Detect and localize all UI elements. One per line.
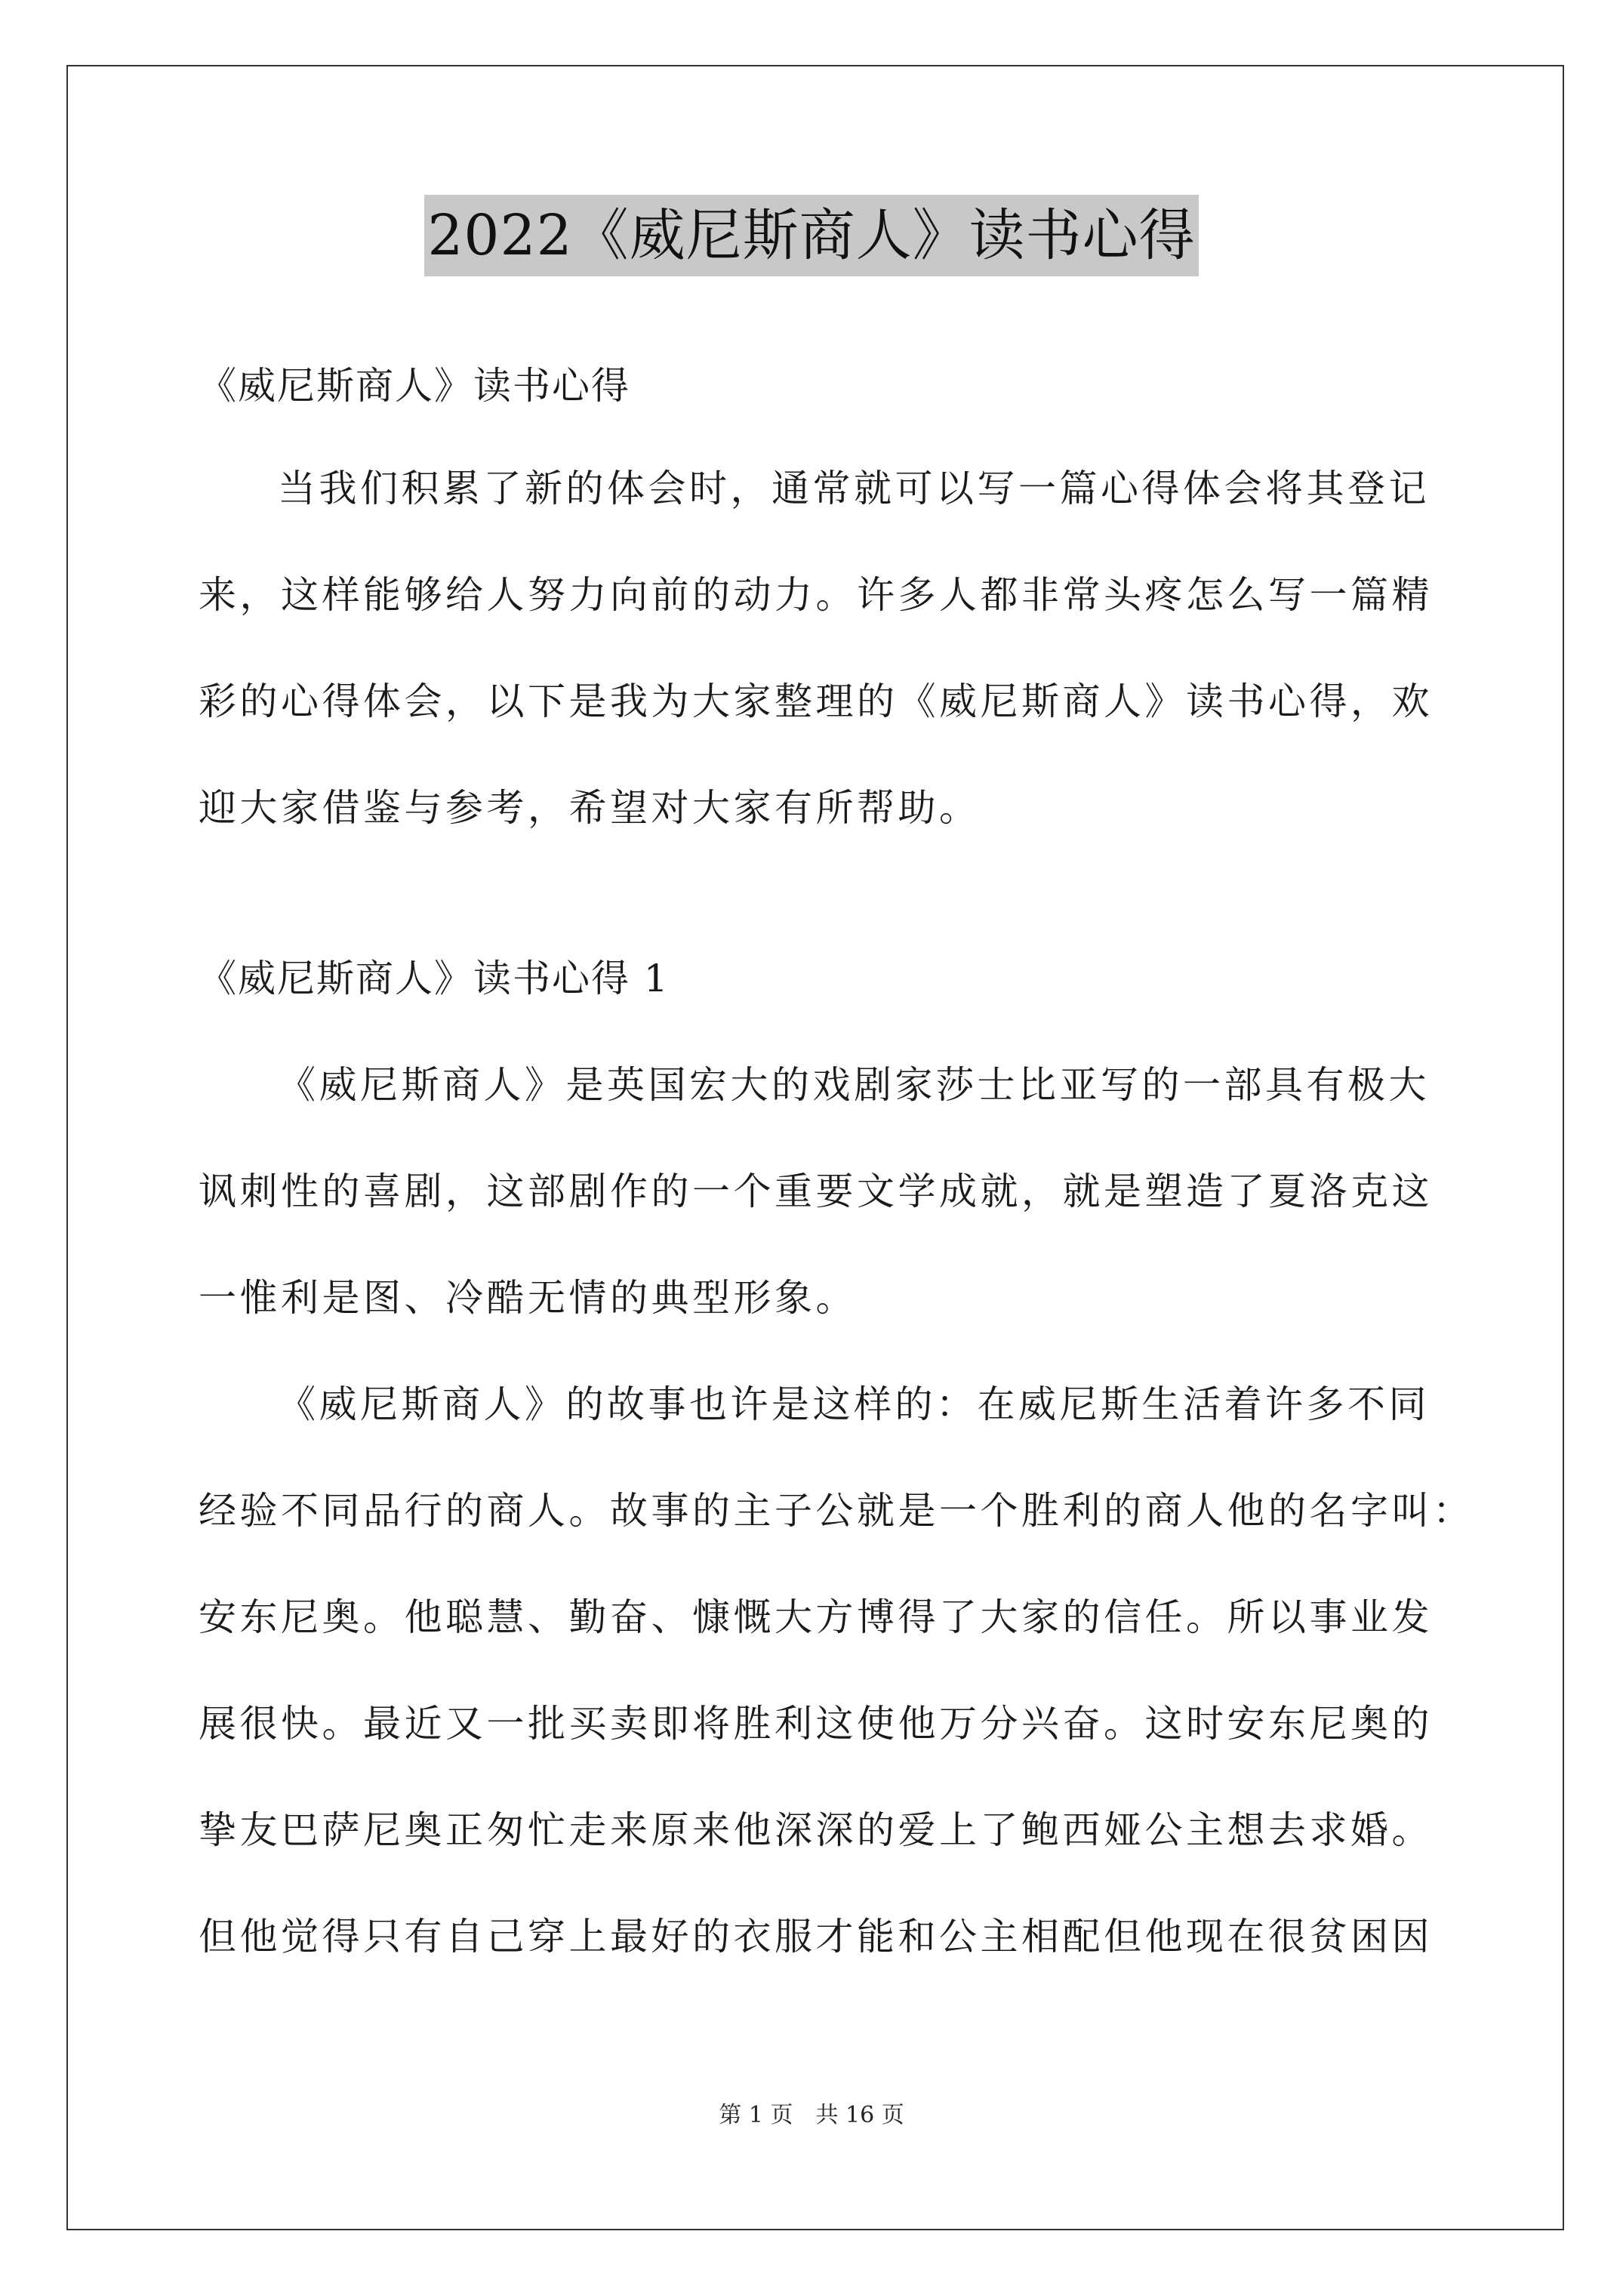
paragraph-line: 展很快。最近又一批买卖即将胜利这使他万分兴奋。这时安东尼奥的 [199, 1702, 1433, 1746]
paragraph-line: 安东尼奥。他聪慧、勤奋、慷慨大方博得了大家的信任。所以事业发 [199, 1595, 1433, 1639]
document-title: 2022《威尼斯商人》读书心得 [424, 195, 1198, 276]
paragraph-line: 《威尼斯商人》的故事也许是这样的：在威尼斯生活着许多不同 [278, 1382, 1430, 1426]
title-container [0, 195, 1623, 276]
paragraph-line: 讽刺性的喜剧，这部剧作的一个重要文学成就，就是塑造了夏洛克这 [199, 1170, 1433, 1213]
paragraph-line: 一惟利是图、冷酷无情的典型形象。 [199, 1276, 857, 1320]
section-heading: 《威尼斯商人》读书心得 1 [199, 957, 670, 1000]
paragraph-line: 经验不同品行的商人。故事的主子公就是一个胜利的商人他的名字叫： [199, 1489, 1474, 1533]
page-number-footer: 第 1 页 共 16 页 [719, 2102, 904, 2128]
paragraph-line: 当我们积累了新的体会时，通常就可以写一篇心得体会将其登记 [278, 467, 1430, 510]
paragraph-line: 挚友巴萨尼奥正匆忙走来原来他深深的爱上了鲍西娅公主想去求婚。 [199, 1808, 1433, 1852]
paragraph-line: 但他觉得只有自己穿上最好的衣服才能和公主相配但他现在很贫困因 [199, 1915, 1433, 1959]
paragraph-line: 彩的心得体会，以下是我为大家整理的《威尼斯商人》读书心得，欢 [199, 680, 1433, 723]
paragraph-line: 来，这样能够给人努力向前的动力。许多人都非常头疼怎么写一篇精 [199, 573, 1433, 617]
section-heading: 《威尼斯商人》读书心得 [199, 364, 630, 408]
paragraph-line: 《威尼斯商人》是英国宏大的戏剧家莎士比亚写的一部具有极大 [278, 1063, 1430, 1107]
paragraph-line: 迎大家借鉴与参考，希望对大家有所帮助。 [199, 786, 981, 830]
